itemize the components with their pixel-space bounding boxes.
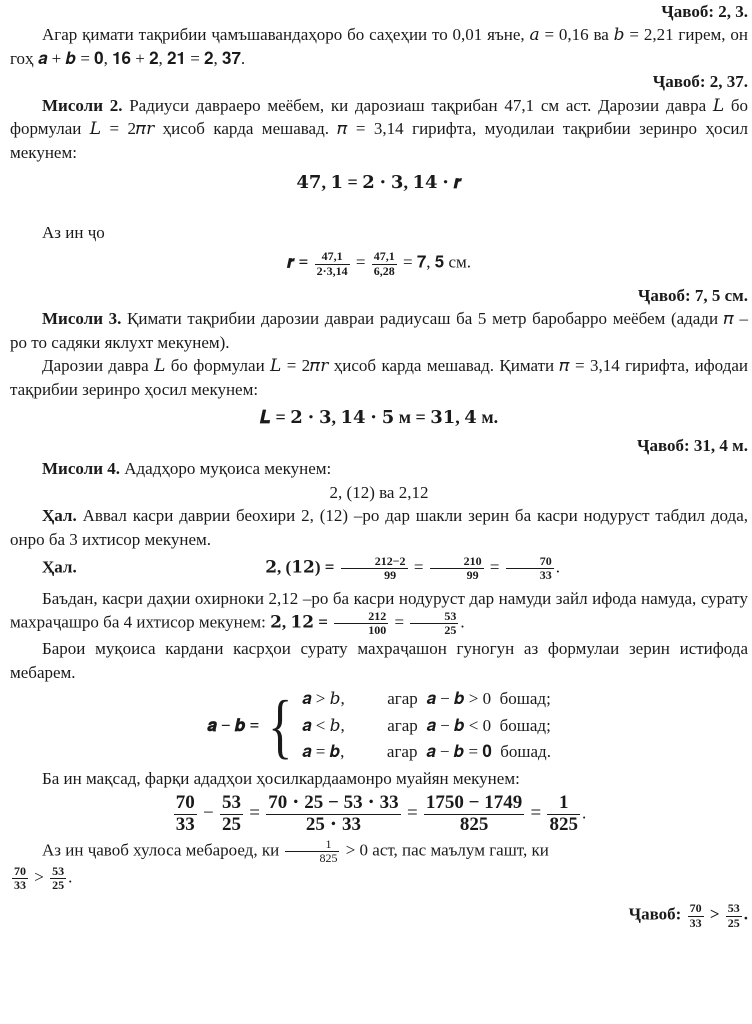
numerator: 70 <box>539 554 552 569</box>
fraction <box>12 865 28 892</box>
equation-part: 𝟐, 𝟏𝟐 = <box>270 612 328 632</box>
fraction <box>315 250 350 277</box>
equals-sign: = <box>406 802 418 824</box>
answer-line: Ҷавоб: 7, 5 см. <box>637 285 748 305</box>
numbers-to-compare: 2, (12) ва 2,12 <box>329 482 429 502</box>
fraction <box>410 610 458 637</box>
period: . <box>743 904 748 924</box>
final-answer <box>10 902 748 929</box>
numerator: 47,1 <box>321 249 343 264</box>
numerator: 1 <box>558 791 569 813</box>
greater-sign: > <box>34 867 44 887</box>
paragraph-text: > 0 аст, пас маълум гашт, ки <box>345 840 549 860</box>
example-text: Қимати тақрибии дарозии давраи радиусаш ба 5 метр баробарро меёбем (адади 𝜋 – ро то садяки яклухт мекунем). <box>10 309 749 352</box>
period: . <box>460 612 465 632</box>
fraction <box>506 555 554 582</box>
greater-sign: > <box>709 904 720 924</box>
numerator: 70 <box>14 863 26 878</box>
denominator: 33 <box>14 878 26 893</box>
paragraph: Дарозии давра 𝐿 бо формулаи 𝐿 = 2𝜋𝑟 ҳисоб карда мешавад. Қимати 𝜋 = 3,14 гирифта, ифодаи тақрибии зеринро ҳосил мекунем: <box>10 356 748 399</box>
period: . <box>555 557 560 577</box>
brace-icon: { <box>268 685 293 766</box>
paragraph-text: Аз ин ҷавоб хулоса мебароед, ки <box>42 840 280 860</box>
paragraph-text: Баъдан, касри даҳии охирноки 2,12 –ро ба касри нодуруст дар намуди зайл ифода намуда, сурату махраҷашро ба 4 ихтисор мекунем: <box>10 588 748 632</box>
equation-r <box>10 250 748 277</box>
example-text: Радиуси давраеро меёбем, ки дарозиаш тақрибан 47,1 см аст. Дарозии давра 𝐿 бо формулаи 𝐿 = 2𝜋𝑟 ҳисоб карда мешавад. 𝜋 = 3,14 гирифта, муодилаи тақрибии зеринро ҳосил мекунем: <box>10 95 748 162</box>
equation-part: 𝒓 = <box>286 253 309 273</box>
solution-equation <box>10 555 748 582</box>
fraction <box>372 250 397 277</box>
fraction <box>50 865 66 892</box>
paragraph: Аз ин ҷо <box>42 223 105 242</box>
denominator: 25 <box>727 915 740 930</box>
piecewise-system <box>10 686 748 765</box>
solution-paragraph <box>10 504 748 551</box>
denominator: 25 <box>222 813 242 835</box>
big-equation <box>10 793 748 836</box>
example-3 <box>10 307 748 354</box>
fraction <box>334 610 388 637</box>
solution-title: Ҳал. <box>42 557 77 577</box>
paragraph: Ба ин мақсад, фарқи ададҳои ҳосилкардаамонро муайян мекунем: <box>42 769 520 789</box>
denominator: 2·3,14 <box>316 263 348 278</box>
equals-sign: = <box>413 557 424 577</box>
denominator: 825 <box>549 813 578 835</box>
minus-sign: − <box>203 802 214 824</box>
document-page <box>10 0 748 930</box>
case-line: 𝒂 = 𝒃, агар 𝒂 − 𝒃 = 𝟎 бошад. <box>301 741 551 761</box>
numerator: 70 ⋅ 25 − 53 ⋅ 33 <box>268 791 399 813</box>
paragraph: Агар қимати тақрибии ҷамъшавандаҳоро бо саҳеҳии то 0,01 яъне, 𝑎 = 0,16 ва 𝑏 = 2,21 гирем, он гоҳ 𝒂 + 𝒃 = 𝟎, 𝟏𝟔 + 𝟐, 𝟐𝟏 = 𝟐, 𝟑𝟕. <box>10 25 748 68</box>
numerator: 47,1 <box>373 249 395 264</box>
system-lhs: 𝒂 − 𝒃 = <box>207 716 260 736</box>
answer-label: Ҷавоб: <box>628 904 682 924</box>
numerator: 1750 − 1749 <box>425 791 523 813</box>
solution-text: Аввал касри даврии беохири 2, (12) –ро дар шакли зерин ба касри нодуруст табдил дода, онро ба 3 ихтисор мекунем. <box>10 506 748 549</box>
example-title: Мисоли 2. <box>42 95 123 115</box>
equation-part: = <box>355 253 366 273</box>
fraction <box>285 838 339 865</box>
answer-line: Ҷавоб: 2, 37. <box>652 72 748 92</box>
denominator: 33 <box>175 813 195 835</box>
equation-part: 𝟐, (𝟏𝟐) = <box>265 557 335 577</box>
fraction <box>174 793 197 836</box>
denominator: 100 <box>334 623 388 637</box>
equals-sign: = <box>394 612 405 632</box>
example-text: Ададҳоро муқоиса мекунем: <box>120 459 332 479</box>
fraction <box>220 793 243 836</box>
fraction <box>430 555 484 582</box>
denominator: 25 ⋅ 33 <box>266 814 400 836</box>
equation-part: = 𝟕, 𝟓 см. <box>402 253 472 273</box>
example-title: Мисоли 3. <box>42 309 122 329</box>
answer-line: Ҷавоб: 2, 3. <box>661 2 748 21</box>
case-line: 𝒂 < 𝑏, агар 𝒂 − 𝒃 < 0 бошад; <box>301 715 551 735</box>
numerator: 53 <box>52 863 65 878</box>
period: . <box>68 867 73 887</box>
fraction <box>424 793 524 836</box>
denominator: 825 <box>285 851 339 865</box>
equals-sign: = <box>249 802 260 824</box>
denominator: 25 <box>52 878 65 893</box>
denominator: 6,28 <box>373 263 395 278</box>
denominator: 33 <box>506 568 554 582</box>
fraction <box>688 902 704 929</box>
paragraph <box>10 587 748 638</box>
system-block <box>207 686 551 765</box>
numerator: 70 <box>175 791 195 813</box>
equation: 𝟒𝟕, 𝟏 = 𝟐 ⋅ 𝟑, 𝟏𝟒 ⋅ 𝒓 <box>296 172 462 193</box>
numerator: 53 <box>222 791 242 813</box>
paragraph <box>10 838 748 865</box>
equation: 𝑳 = 𝟐 ⋅ 𝟑, 𝟏𝟒 ⋅ 𝟓 м = 𝟑𝟏, 𝟒 м. <box>259 407 499 428</box>
numerator: 1 <box>325 836 332 851</box>
denominator: 99 <box>341 568 408 582</box>
numerator: 53 <box>444 609 457 624</box>
numerator: 70 <box>689 901 702 916</box>
fraction <box>266 793 400 836</box>
denominator: 33 <box>689 915 702 930</box>
comparison-result <box>10 865 748 892</box>
example-2 <box>10 94 748 164</box>
fraction <box>726 902 742 929</box>
paragraph: Барои муқоиса кардани касрҳои сурату махраҷашон гуногун аз формулаи зерин истифода мебарем. <box>10 639 748 682</box>
example-title: Мисоли 4. <box>42 459 120 479</box>
denominator: 825 <box>424 814 524 836</box>
equals-sign: = <box>489 557 500 577</box>
answer-line: Ҷавоб: 31, 4 м. <box>636 435 748 455</box>
system-cases <box>302 686 551 765</box>
fraction <box>341 555 408 582</box>
equals-sign: = <box>530 802 542 824</box>
denominator: 25 <box>410 623 458 637</box>
example-4 <box>10 457 748 480</box>
case-line: 𝒂 > 𝑏, агар 𝒂 − 𝒃 > 0 бошад; <box>301 689 551 709</box>
numerator: 212−2 <box>374 554 406 569</box>
numerator: 212 <box>368 609 387 624</box>
numerator: 210 <box>463 554 482 569</box>
solution-title: Ҳал. <box>42 506 77 526</box>
period: . <box>581 803 587 823</box>
numerator: 53 <box>727 901 740 916</box>
fraction <box>547 793 580 836</box>
denominator: 99 <box>430 568 484 582</box>
